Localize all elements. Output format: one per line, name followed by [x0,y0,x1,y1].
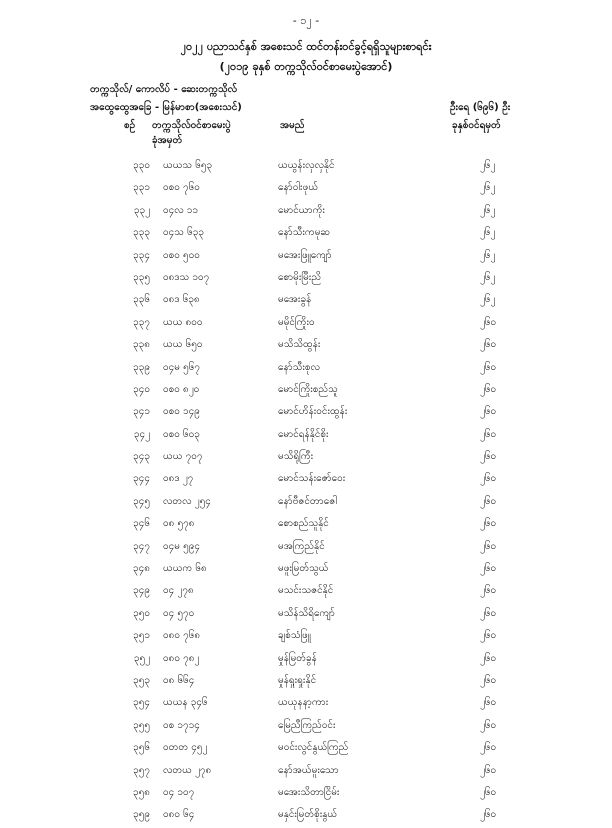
score: ၂၆၂ [480,182,496,194]
table-row [0,783,612,805]
roll-number: ဝ၈ဒ ၆၃၈ [163,294,200,306]
student-name: မအေးသိတာငြိမ်း [278,786,340,798]
score: ၂၆၀ [480,652,497,664]
row-number: ၃၅၆ [133,742,150,754]
document-subtitle: (၂၀၁၉ ခုနှစ် တက္ကသိုလ်ဝင်စာမေးပွဲအောင်) [219,60,393,73]
score: ၂၆၀ [480,383,497,395]
score: ၂၆၀ [480,719,497,731]
row-number: ၃၃၅ [133,271,150,283]
student-name: မောင်ရန်နိုင်စိုး [278,428,329,440]
score: ၂၆၀ [480,406,497,418]
roll-number: ဝစဝ ၆၀၃ [163,428,200,440]
row-number: ၃၄၀ [133,383,150,395]
roll-number: လတယ ၂၇၈ [163,764,212,776]
student-name: စောစည်သူနိုင် [278,518,329,530]
score: ၂၆၀ [480,428,497,440]
table-row [0,335,612,357]
roll-number: ယယ ၇၀၇ [163,451,203,463]
student-name: မနှင်းမြတ်စိုးနွယ် [278,809,338,821]
roll-number: ဝစဝ ၈၂၀ [163,383,200,395]
row-number: ၃၄၄ [133,473,150,485]
score: ၂၆၀ [480,540,497,552]
student-name: မောင်ဟိန်းဝင်းထွန်း [278,406,348,418]
row-number: ၃၅၇ [133,764,150,776]
table-row [0,425,612,447]
roll-number: ဝ၈ဒသ ၁၀၇ [163,271,210,283]
roll-number: ဝ၄ ၅၇၀ [163,607,195,619]
row-number: ၃၄၆ [133,518,150,530]
score: ၂၆၂ [480,294,496,306]
table-row [0,805,612,827]
roll-number: ယယန ၃၄၆ [163,697,208,709]
row-number: ၃၄၉ [133,585,150,597]
roll-number: ဝ၄သ ၆၃၃ [163,227,204,239]
row-number: ၃၅၂ [133,652,150,664]
results-table [0,156,612,828]
student-name: နော်အယ်မူးသော [278,764,339,776]
row-number: ၃၃၃ [133,227,150,239]
score: ၂၆၀ [480,630,497,642]
score: ၂၆၀ [480,786,497,798]
score: ၂၆၀ [480,764,497,776]
row-number: ၃၃၆ [133,294,150,306]
roll-number: ဝတတ ၄၅၂ [163,742,208,754]
score: ၂၆၂ [480,249,496,261]
student-name: မသိန်သိရိကျော် [278,607,335,619]
table-row [0,649,612,671]
row-number: ၃၅၈ [133,786,150,798]
roll-number: ဝ၄ ၂၇၈ [163,585,194,597]
student-name: မှုန်မြတ်ခွန် [278,652,317,664]
column-header-no: စဉ် [124,120,136,131]
column-header-roll: တက္ကသိုလ်ဝင်စာမေးပွဲ [152,120,231,131]
row-number: ၃၅၃ [133,674,150,686]
table-row [0,738,612,760]
table-row [0,290,612,312]
table-row [0,402,612,424]
roll-number: လတလ ၂၅၄ [163,495,211,507]
student-name: နော်ဗီဇင်တာဇေါ [278,495,337,507]
student-name: မှုန်ရှုးရှုးနိုင် [278,674,317,686]
table-row [0,559,612,581]
table-row [0,380,612,402]
student-name: မသိရိုကြီး [278,451,314,463]
page-number: - ၁၂ - [292,14,320,27]
row-number: ၃၅၉ [133,809,150,821]
roll-number: ဝ၄မ ၅၉၄ [163,540,201,552]
student-name: မောင်သန်းဇော်ဝေး [278,473,346,485]
student-name: မသင်းသဇင်နိုင် [278,585,334,597]
table-row [0,693,612,715]
score: ၂၆၂ [480,271,496,283]
row-number: ၃၅၀ [133,607,150,619]
student-name: နော်သီးကမုဆ [278,227,331,239]
roll-number: ယယသ ၆၅၃ [163,160,213,171]
table-row [0,156,612,178]
table-row [0,358,612,380]
student-name: မသိသိထွန်း [278,339,321,351]
row-number: ၃၃၈ [133,339,150,351]
student-name: မောင်ကြိုးစည်သူ [278,383,338,395]
student-name: မမိုင်ကြိုးဝ [278,316,315,328]
table-row [0,223,612,245]
roll-number: ယယ ၆၅၀ [163,339,203,351]
student-name: မအေးခွန် [278,294,312,306]
score: ၂၆၀ [480,361,497,373]
student-name: နော်ဝါးဖုယ် [278,182,319,194]
roll-number: ဝ၄လ ၁၁ [163,204,199,216]
row-number: ၃၃၂ [133,204,150,216]
student-name: ယယုနနာ့ကား [278,697,329,709]
table-row [0,761,612,783]
score: ၂၆၀ [480,451,497,463]
student-name: စောမိုးမြီးညိ [278,271,322,283]
table-row [0,626,612,648]
roll-number: ဝ၈ဝ ၇၆၈ [163,630,201,642]
row-number: ၃၄၃ [133,451,150,463]
row-number: ၃၅၄ [133,697,150,709]
score: ၂၆၂ [480,204,496,216]
row-number: ၃၃၄ [133,249,150,261]
score: ၂၆၀ [480,518,497,530]
region-label: အထွေထွေအခြေ - မြန်မာစာ(အစေးသင်) [90,102,242,113]
row-number: ၃၃၁ [133,182,150,194]
table-row [0,178,612,200]
student-name: မဖူးမြတ်သွယ် [278,563,329,575]
score: ၂၆၀ [480,495,497,507]
student-name: နော်သီးစုလ [278,361,320,373]
table-row [0,246,612,268]
roll-number: ဝ၈ဝ ၇၈၂ [163,652,200,664]
university-label: တက္ကသိုလ်/ ကောလိပ် - ဆေးတက္ကသိုလ် [90,84,238,95]
student-name: ယယွန်းလှလှနိုင် [278,160,335,171]
score: ၂၆၀ [480,809,497,821]
row-number: ၃၅၅ [133,719,150,731]
student-name: မအေးဖြူကျော် [278,249,332,261]
score: ၂၆၀ [480,742,497,754]
roll-number: ဝ၄ ၁၀၇ [163,786,195,798]
score: ၂၆၀ [480,563,497,575]
table-row [0,201,612,223]
row-number: ၃၄၇ [133,540,150,552]
roll-number: ဝ၈ဝ ၆၄ [163,809,195,821]
roll-number: ဝစဝ ၇၆ဝ [163,182,200,194]
table-row [0,716,612,738]
roll-number: ဝစဝ ၁၄၉ [163,406,200,418]
score: ၂၆၀ [480,697,497,709]
score: ၂၆၀ [480,339,497,351]
roll-number: ဝစ ၁၇၁၄ [163,719,200,731]
column-header-roll-sub: ခုံအမှတ် [152,135,183,146]
student-name: ချစ်သံဖြူ [278,630,311,642]
table-row [0,469,612,491]
score: ၂၆၀ [480,674,497,686]
roll-number: ဝ၈ ၆၆၄ [163,674,195,686]
table-row [0,581,612,603]
table-row [0,447,612,469]
student-name: မအကြည်နိုင် [278,540,325,552]
table-row [0,604,612,626]
roll-number: ဝ၈ ၅၇၈ [163,518,195,530]
student-name: မြေညီကြည်ဝင်း [278,719,336,731]
roll-number: ဝ၄မ ၅၆၇ [163,361,201,373]
row-number: ၃၄၂ [133,428,150,440]
student-name: မဝင်းလွင်နွယ်ကြည် [278,742,349,754]
total-count-label: ဦးရေ (၆၉၆) ဦး [450,102,511,113]
table-row [0,268,612,290]
student-name: မောင်ယာကိုး [278,204,325,216]
row-number: ၃၄၅ [133,495,150,507]
roll-number: ယယ ၈၀၀ [163,316,203,328]
roll-number: ယယက ၆၈ [163,563,207,575]
roll-number: ဝစဝ ၅၀၀ [163,249,200,261]
score: ၂၆၂ [480,160,496,171]
table-row [0,492,612,514]
table-row [0,671,612,693]
score: ၂၆၀ [480,607,497,619]
table-row [0,514,612,536]
row-number: ၃၅၁ [133,630,150,642]
row-number: ၃၃၉ [133,361,150,373]
document-title: ၂၀၂၂ ပညာသင်နှစ် အစေးသင် ထင်တန်းဝင်ခွင့်ရရှိသူများစာရင်း [180,40,432,53]
score: ၂၆၂ [480,227,496,239]
column-header-name: အမည် [280,120,305,131]
score: ၂၆၀ [480,473,497,485]
score: ၂၆၀ [480,585,497,597]
row-number: ၃၄၈ [133,563,150,575]
roll-number: ဝ၈ဒ ၂၇ [163,473,194,485]
table-row [0,313,612,335]
row-number: ၃၃၀ [133,160,150,171]
table-row [0,537,612,559]
row-number: ၃၄၁ [133,406,150,418]
score: ၂၆၀ [480,316,497,328]
column-header-score: ခုနှစ်ဝင်ရမှတ် [452,120,501,131]
row-number: ၃၃၇ [133,316,150,328]
